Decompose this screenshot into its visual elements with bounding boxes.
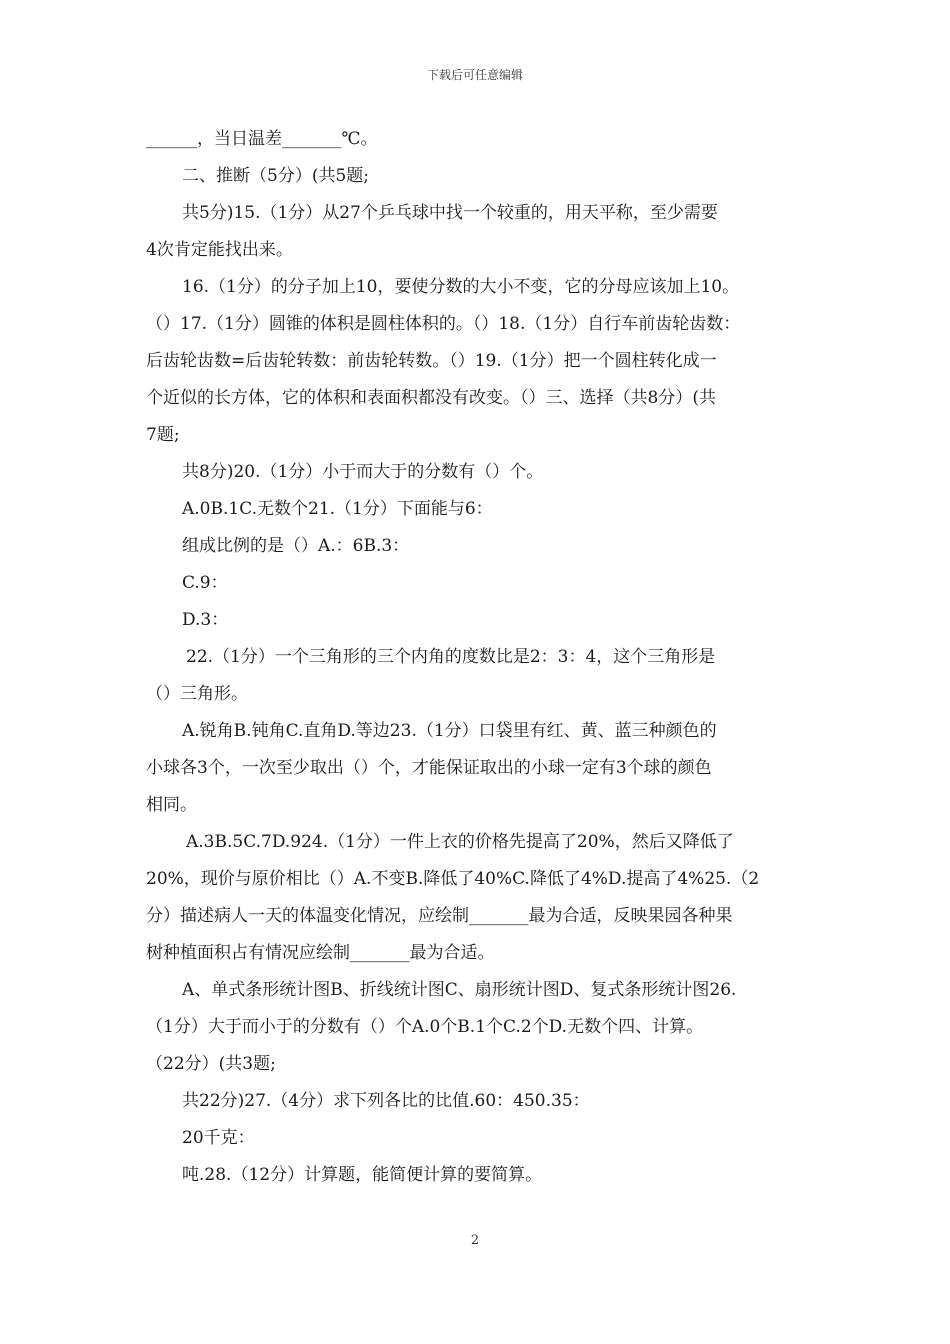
text-line: A.3B.5C.7D.924.（1分）一件上衣的价格先提高了20%，然后又降低了 [186,832,734,852]
text-line: A、单式条形统计图B、折线统计图C、扇形统计图D、复式条形统计图26. [182,980,737,1000]
text-line: 小球各3个，一次至少取出（）个，才能保证取出的小球一定有3个球的颜色 [146,758,712,778]
text-line: （22分）(共3题; [146,1054,276,1074]
text-line: 组成比例的是（）A.：6B.3： [182,536,410,556]
text-line: 7题; [146,425,180,445]
text-line: ______，当日温差_______℃。 [146,129,378,149]
text-line: 20%，现价与原价相比（）A.不变B.降低了40%C.降低了4%D.提高了4%25.（2 [146,869,760,889]
text-line: A.0B.1C.无数个21.（1分）下面能与6： [182,499,493,519]
text-line: 共22分)27.（4分）求下列各比的比值.60：450.35： [182,1091,590,1111]
text-line: （1分）大于而小于的分数有（）个A.0个B.1个C.2个D.无数个四、计算。 [146,1017,704,1037]
page-header: 下载后可任意编辑 [426,68,523,82]
text-line: 个近似的长方体，它的体积和表面积都没有改变。（）三、选择（共8分）(共 [146,388,716,408]
page-number: 2 [470,1233,480,1248]
text-line: 吨.28.（12分）计算题，能简便计算的要简算。 [182,1165,543,1185]
text-line: 树种植面积占有情况应绘制_______最为合适。 [146,943,495,963]
text-line: C.9： [182,573,228,593]
text-line: 20千克： [182,1128,255,1148]
text-line: （）三角形。 [146,684,248,704]
section-heading: 二、推断（5分）(共5题; [182,166,369,186]
text-line: 相同。 [146,795,197,815]
text-line: D.3： [182,610,229,630]
text-line: A.锐角B.钝角C.直角D.等边23.（1分）口袋里有红、黄、蓝三种颜色的 [182,721,717,741]
text-line: 后齿轮齿数=后齿轮转数：前齿轮转数。（）19.（1分）把一个圆柱转化成一 [146,351,717,371]
text-line: 共8分)20.（1分）小于而大于的分数有（）个。 [182,462,544,482]
text-line: 22.（1分）一个三角形的三个内角的度数比是2：3：4，这个三角形是 [186,647,716,667]
document-body [146,121,810,1194]
text-line: 16.（1分）的分子加上10，要使分数的大小不变，它的分母应该加上10。 [182,277,740,297]
text-line: （）17.（1分）圆锥的体积是圆柱体积的。（）18.（1分）自行车前齿轮齿数： [146,314,741,334]
text-line: 4次肯定能找出来。 [146,240,293,260]
text-line: 共5分)15.（1分）从27个乒乓球中找一个较重的，用天平称，至少需要 [182,203,718,223]
text-line: 分）描述病人一天的体温变化情况，应绘制_______最为合适，反映果园各种果 [146,906,733,926]
